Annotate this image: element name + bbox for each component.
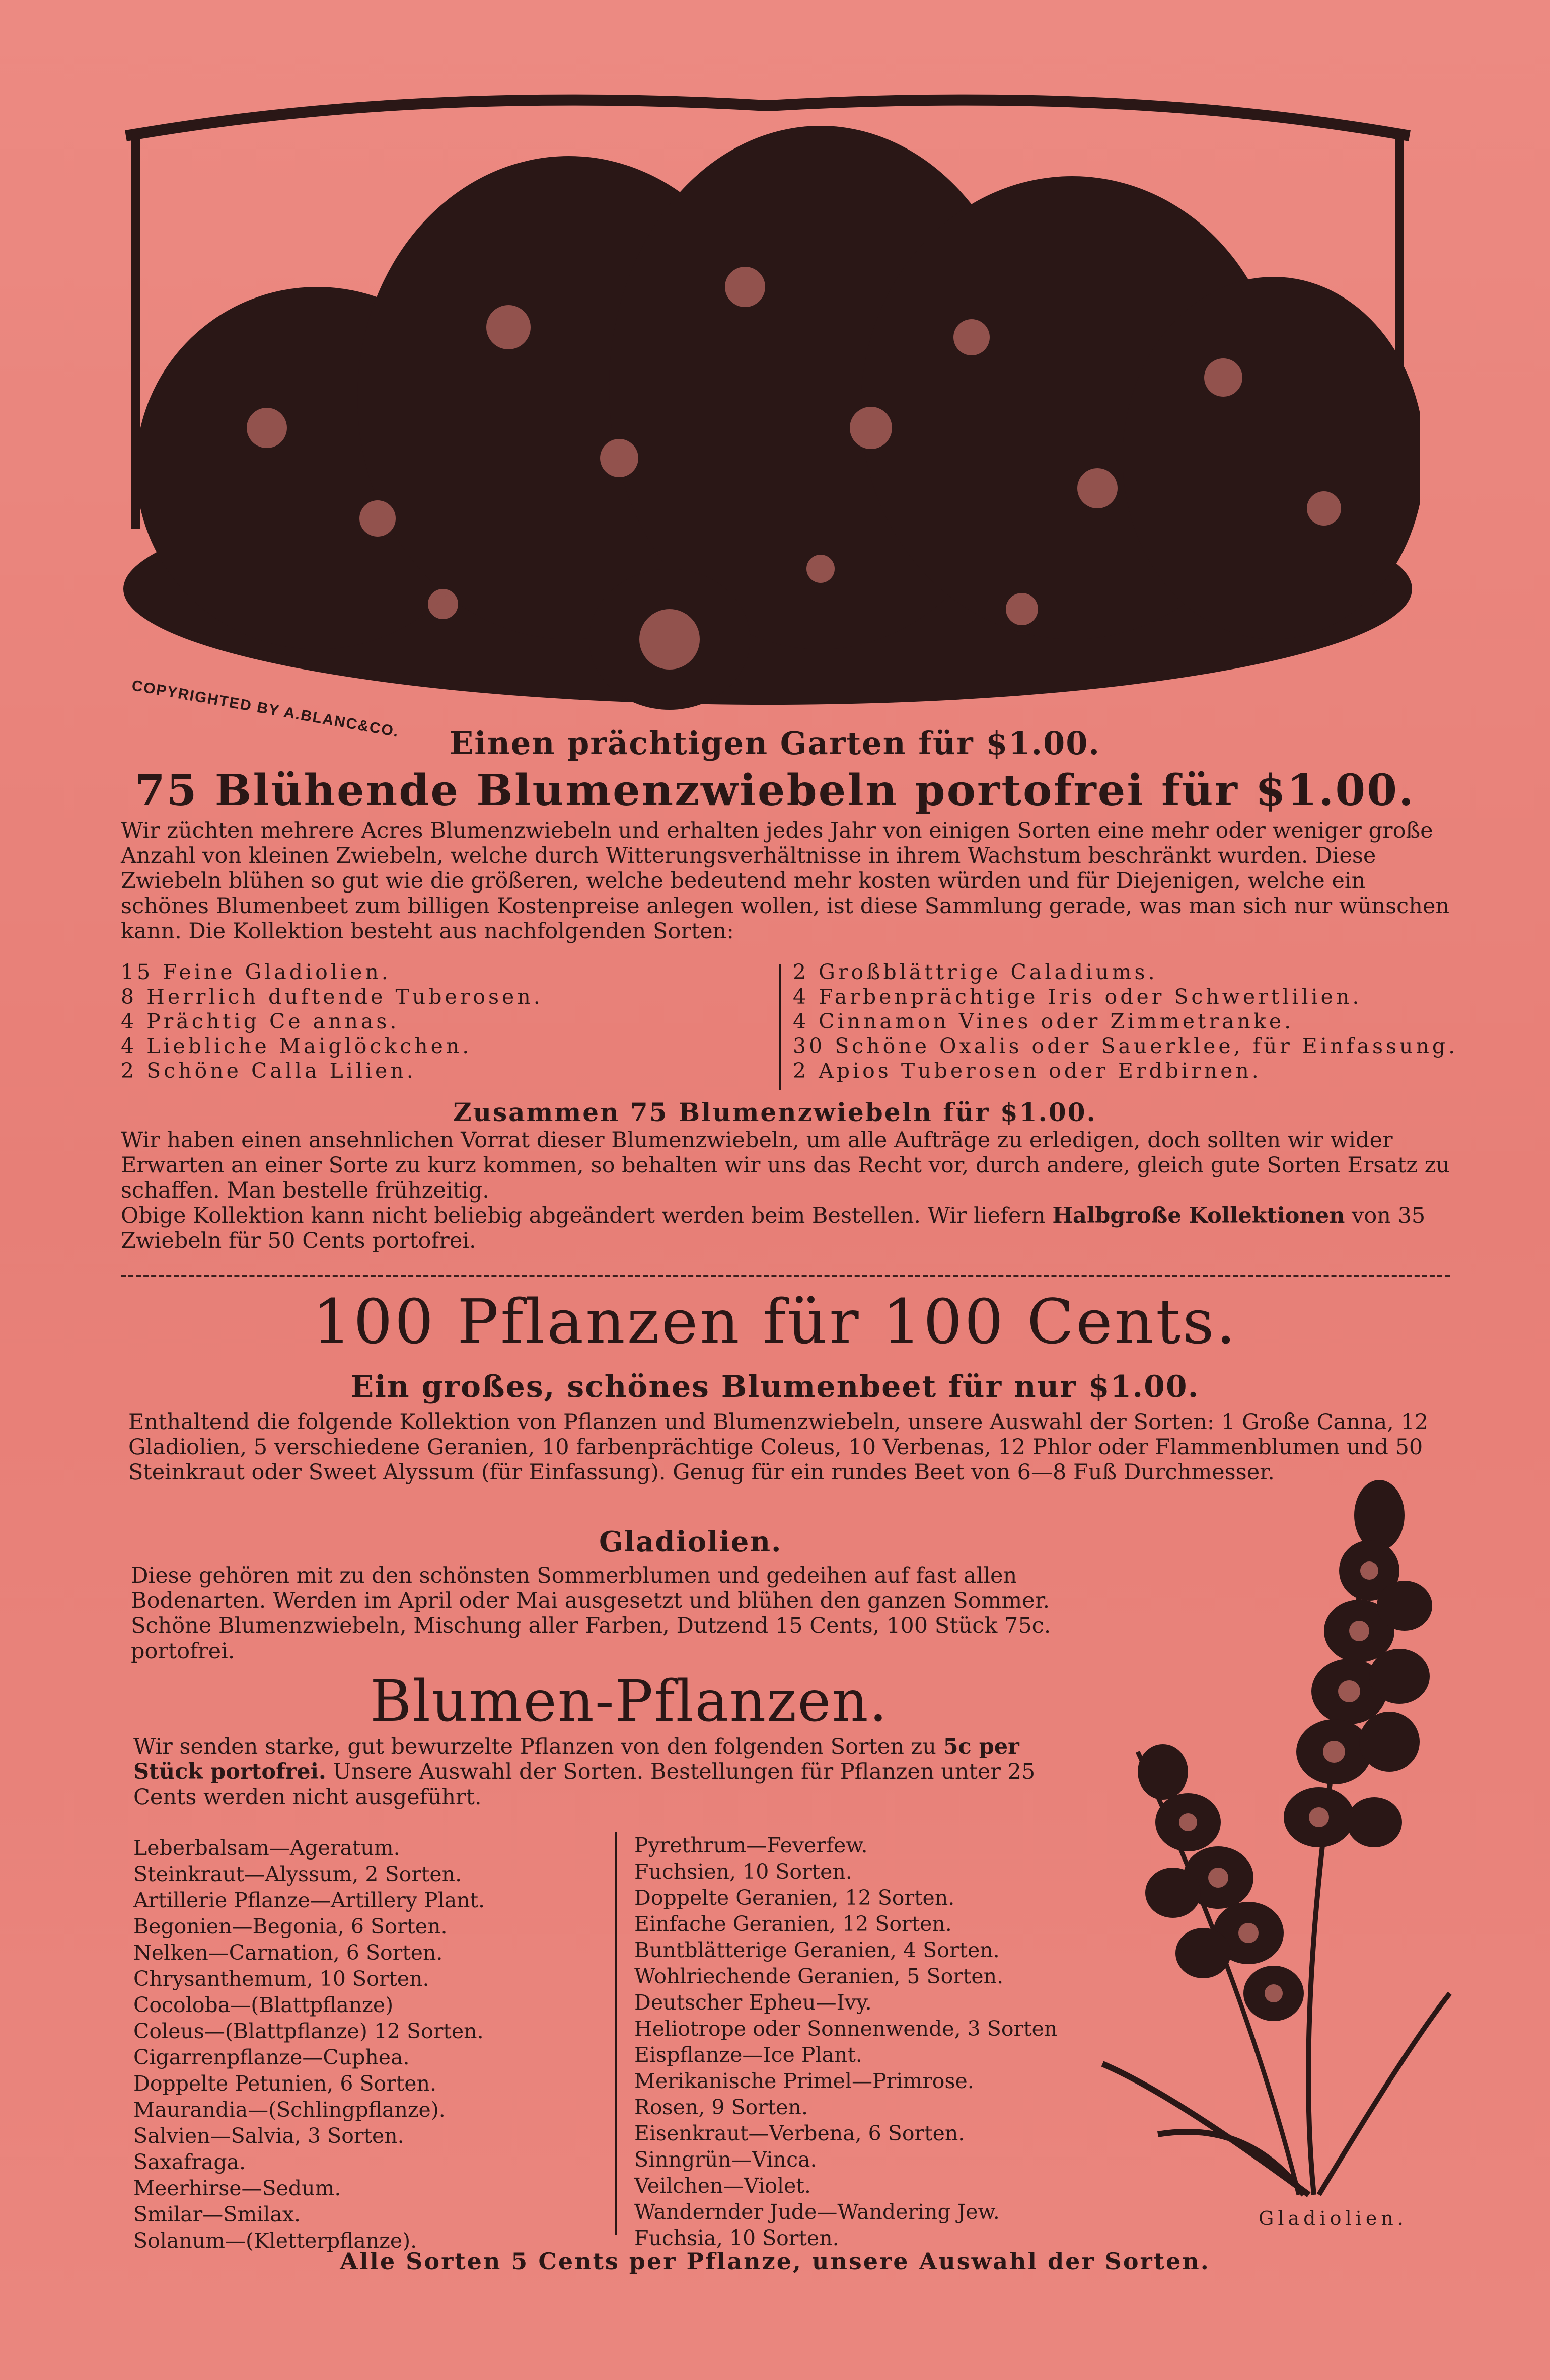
bulbs-note-tail: von 35 Zwiebeln für 50 Cents portofrei. bbox=[121, 1203, 1426, 1253]
list-item: Wandernder Jude—Wandering Jew. bbox=[634, 2200, 1000, 2224]
list-item: Merikanische Primel—Primrose. bbox=[634, 2069, 974, 2093]
list-item: Veilchen—Violet. bbox=[634, 2174, 811, 2198]
copyright-line: COPYRIGHTED BY A.BLANC&CO. bbox=[130, 677, 401, 741]
gladiolus-illustration bbox=[1097, 1440, 1460, 2225]
list-item: 8 Herrlich duftende Tuberosen. bbox=[121, 985, 543, 1009]
flower-plants-heading: Blumen-Pflanzen. bbox=[370, 1669, 889, 1734]
list-item: Cocoloba—(Blattpflanze) bbox=[133, 1993, 394, 2017]
list-item: Fuchsien, 10 Sorten. bbox=[634, 1860, 852, 1884]
bulbs-intro: Wir züchten mehrere Acres Blumenzwiebeln und erhalten jedes Jahr von einigen Sorten eine mehr oder weniger große Anzahl von kleinen Zwiebeln, welche durch Witterungsverhältnisse in ihrem Wachstum beschränkt wurden. Diese Zwiebeln blühen so gut wie die größeren, welche bedeutend mehr kosten würden und für Diejenigen, welche ein schönes Blumenbeet zum billigen Kostenpreise anlegen wollen, ist diese Sammlung gerade, was man sich nur wünschen kann. Die Kollektion besteht aus nachfolgenden Sorten: bbox=[121, 818, 1450, 944]
bulbs-list-left bbox=[121, 960, 765, 1083]
list-item: Rosen, 9 Sorten. bbox=[634, 2095, 808, 2119]
list-item: 2 Apios Tuberosen oder Erdbirnen. bbox=[793, 1059, 1262, 1083]
list-item: Einfache Geranien, 12 Sorten. bbox=[634, 1912, 952, 1936]
list-item: Eisenkraut—Verbena, 6 Sorten. bbox=[634, 2121, 965, 2145]
flower-price: 5c per Stück portofrei. bbox=[133, 1734, 1019, 1784]
list-item: Buntblätterige Geranien, 4 Sorten. bbox=[634, 1938, 1000, 1962]
flowerbed-text: Enthaltend die folgende Kollektion von Pflanzen und Blumenzwiebeln, unsere Auswahl der Sorten: 1 Große Canna, 12 Gladiolien, 5 verschiedene Geranien, 10 farbenprächtige Coleus, 10 Verbenas, 12 Phlor oder Flammenblumen und 50 Steinkraut oder Sweet Alyssum (für Einfassung). Genug für ein rundes Beet von 6—8 Fuß Durchmesser. bbox=[128, 1409, 1429, 1485]
flower-intro-rules: Unsere Auswahl der Sorten. Bestellungen für Pflanzen unter 25 Cents werden nicht ausgeführt. bbox=[133, 1759, 1036, 1810]
section-divider bbox=[121, 1275, 1450, 1277]
plants-list-right bbox=[634, 1832, 1128, 2251]
list-item: Salvien—Salvia, 3 Sorten. bbox=[133, 2124, 404, 2148]
list-item: Doppelte Petunien, 6 Sorten. bbox=[133, 2071, 437, 2096]
garden-illustration bbox=[116, 76, 1420, 715]
list-item: Meerhirse—Sedum. bbox=[133, 2176, 341, 2200]
flower-intro-text: Wir senden starke, gut bewurzelte Pflanzen von den folgenden Sorten zu bbox=[133, 1734, 936, 1759]
list-item: Artillerie Pflanze—Artillery Plant. bbox=[133, 1888, 485, 1912]
list-item: Fuchsia, 10 Sorten. bbox=[634, 2226, 839, 2250]
gladiolus-heading: Gladiolien. bbox=[599, 1525, 782, 1558]
list-item: 4 Cinnamon Vines oder Zimmetranke. bbox=[793, 1009, 1294, 1033]
list-item: 2 Großblättrige Caladiums. bbox=[793, 960, 1158, 984]
list-item: 15 Feine Gladiolien. bbox=[121, 960, 391, 984]
list-item: Solanum—(Kletterpflanze). bbox=[133, 2228, 417, 2253]
bulbs-note-order bbox=[121, 1203, 1450, 1253]
list-item: Sinngrün—Vinca. bbox=[634, 2147, 817, 2172]
plants-list-left bbox=[133, 1835, 607, 2254]
half-collection-label: Halbgroße Kollektionen bbox=[1052, 1203, 1345, 1228]
list-item: Steinkraut—Alyssum, 2 Sorten. bbox=[133, 1862, 462, 1886]
bulbs-heading: 75 Blühende Blumenzwiebeln portofrei für $1.00. bbox=[135, 765, 1415, 816]
list-item: Begonien—Begonia, 6 Sorten. bbox=[133, 1914, 448, 1939]
flower-plants-intro bbox=[133, 1734, 1075, 1810]
gladiolus-caption: Gladiolien. bbox=[1259, 2207, 1408, 2229]
list-item: Pyrethrum—Feverfew. bbox=[634, 1833, 868, 1857]
list-item: Eispflanze—Ice Plant. bbox=[634, 2043, 862, 2067]
list-item: 30 Schöne Oxalis oder Sauerklee, für Einfassung. bbox=[793, 1034, 1458, 1058]
plants-column-divider bbox=[615, 1832, 617, 2235]
list-item: Cigarrenpflanze—Cuphea. bbox=[133, 2045, 410, 2069]
list-item: Nelken—Carnation, 6 Sorten. bbox=[133, 1941, 443, 1965]
list-item: Deutscher Epheu—Ivy. bbox=[634, 1990, 872, 2015]
list-item: Wohlriechende Geranien, 5 Sorten. bbox=[634, 1964, 1004, 1988]
bulbs-note-lead: Obige Kollektion kann nicht beliebig abgeändert werden beim Bestellen. Wir liefern bbox=[121, 1203, 1046, 1228]
footer-line: Alle Sorten 5 Cents per Pflanze, unsere Auswahl der Sorten. bbox=[340, 2248, 1210, 2275]
column-divider bbox=[779, 964, 781, 1090]
list-item: 4 Prächtig Ce annas. bbox=[121, 1009, 400, 1033]
list-item: 2 Schöne Calla Lilien. bbox=[121, 1059, 416, 1083]
bulbs-total: Zusammen 75 Blumenzwiebeln für $1.00. bbox=[453, 1097, 1097, 1127]
list-item: Chrysanthemum, 10 Sorten. bbox=[133, 1967, 429, 1991]
gladiolus-text: Diese gehören mit zu den schönsten Sommerblumen und gedeihen auf fast allen Bodenarten. Werden im April oder Mai ausgesetzt und blühen den ganzen Sommer. Schöne Blumenzwiebeln, Mischung aller Farben, Dutzend 15 Cents, 100 Stück 75c. portofrei. bbox=[131, 1563, 1051, 1664]
bulbs-list-right bbox=[793, 960, 1462, 1083]
list-item: 4 Farbenprächtige Iris oder Schwertlilien. bbox=[793, 985, 1362, 1009]
flowerbed-heading: Ein großes, schönes Blumenbeet für nur $1.00. bbox=[350, 1369, 1200, 1404]
list-item: Coleus—(Blattpflanze) 12 Sorten. bbox=[133, 2019, 484, 2043]
garden-heading: Einen prächtigen Garten für $1.00. bbox=[450, 725, 1100, 762]
list-item: Maurandia—(Schlingpflanze). bbox=[133, 2098, 446, 2122]
bulbs-note bbox=[121, 1128, 1450, 1253]
bulbs-note-text: Wir haben einen ansehnlichen Vorrat dieser Blumenzwiebeln, um alle Aufträge zu erledigen, doch sollten wir wider Erwarten an einer Sorte zu kurz kommen, so behalten wir uns das Recht vor, durch andere, gleich gute Sorten Ersatz zu schaffen. Man bestelle frühzeitig. bbox=[121, 1128, 1450, 1203]
plants-offer-heading: 100 Pflanzen für 100 Cents. bbox=[312, 1286, 1238, 1358]
list-item: Smilar—Smilax. bbox=[133, 2202, 301, 2226]
list-item: Heliotrope oder Sonnenwende, 3 Sorten bbox=[634, 2017, 1058, 2041]
list-item: 4 Liebliche Maiglöckchen. bbox=[121, 1034, 472, 1058]
list-item: Leberbalsam—Ageratum. bbox=[133, 1836, 400, 1860]
list-item: Saxafraga. bbox=[133, 2150, 246, 2174]
list-item: Doppelte Geranien, 12 Sorten. bbox=[634, 1886, 955, 1910]
